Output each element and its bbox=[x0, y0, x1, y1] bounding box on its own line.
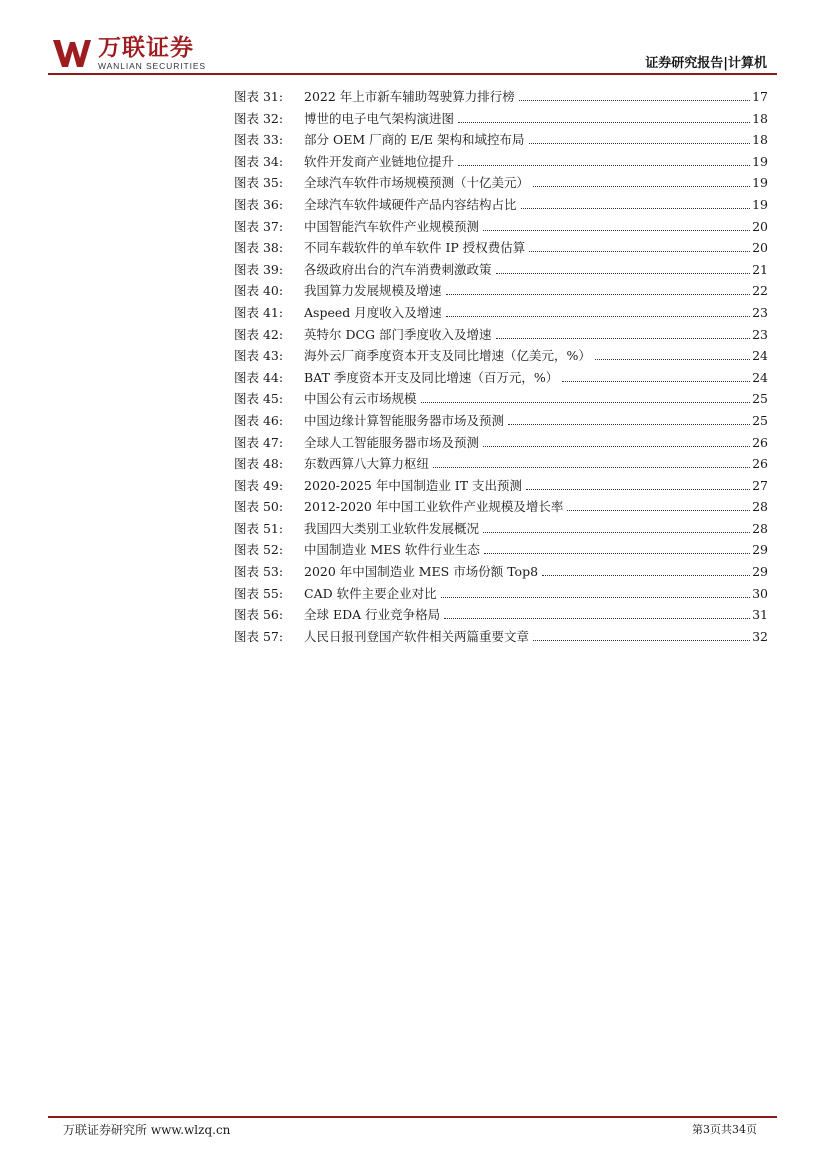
toc-figure-number: 图表 51: bbox=[234, 520, 284, 536]
toc-figure-title: 东数西算八大算力枢纽 bbox=[304, 456, 430, 472]
toc-leader-dots bbox=[483, 446, 750, 447]
toc-entry[interactable] bbox=[234, 475, 768, 497]
toc-figure-title: 中国边缘计算智能服务器市场及预测 bbox=[304, 412, 505, 428]
toc-page-number: 29 bbox=[752, 564, 768, 580]
toc-entry[interactable] bbox=[234, 216, 768, 238]
toc-figure-number: 图表 44: bbox=[234, 369, 284, 385]
toc-leader-dots bbox=[533, 186, 750, 187]
toc-figure-title: 我国四大类别工业软件发展概况 bbox=[304, 520, 480, 536]
toc-leader-dots bbox=[529, 143, 751, 144]
toc-figure-title: 海外云厂商季度资本开支及同比增速（亿美元，%） bbox=[304, 348, 591, 364]
page-number: 第3页共34页 bbox=[692, 1123, 757, 1136]
toc-figure-title: 全球汽车软件域硬件产品内容结构占比 bbox=[304, 196, 517, 212]
toc-figure-title: 全球人工智能服务器市场及预测 bbox=[304, 434, 480, 450]
toc-page-number: 27 bbox=[752, 477, 768, 493]
toc-page-number: 19 bbox=[752, 196, 768, 212]
toc-entry[interactable] bbox=[234, 280, 768, 302]
toc-figure-number: 图表 38: bbox=[234, 240, 284, 256]
toc-leader-dots bbox=[519, 100, 750, 101]
logo-chinese-name: 万联证券 bbox=[98, 35, 194, 61]
toc-entry[interactable] bbox=[234, 388, 768, 410]
toc-figure-number: 图表 39: bbox=[234, 261, 284, 277]
toc-entry[interactable] bbox=[234, 518, 768, 540]
toc-leader-dots bbox=[562, 381, 750, 382]
toc-figure-number: 图表 50: bbox=[234, 499, 284, 515]
toc-leader-dots bbox=[496, 338, 751, 339]
toc-figure-number: 图表 34: bbox=[234, 153, 284, 169]
toc-figure-number: 图表 33: bbox=[234, 132, 284, 148]
toc-figure-number: 图表 36: bbox=[234, 196, 284, 212]
toc-figure-number: 图表 32: bbox=[234, 110, 284, 126]
toc-figure-title: 2020 年中国制造业 MES 市场份额 Top8 bbox=[304, 564, 539, 580]
toc-figure-number: 图表 56: bbox=[234, 607, 284, 623]
footer-divider bbox=[48, 1116, 777, 1118]
toc-entry[interactable] bbox=[234, 496, 768, 518]
toc-page-number: 20 bbox=[752, 240, 768, 256]
toc-figure-number: 图表 55: bbox=[234, 585, 284, 601]
toc-page-number: 21 bbox=[752, 261, 768, 277]
toc-figure-title: 2020-2025 年中国制造业 IT 支出预测 bbox=[304, 477, 523, 493]
toc-page-number: 19 bbox=[752, 153, 768, 169]
toc-figure-title: Aspeed 月度收入及增速 bbox=[304, 304, 442, 320]
toc-figure-title: CAD 软件主要企业对比 bbox=[304, 585, 437, 601]
toc-page-number: 29 bbox=[752, 542, 768, 558]
toc-page-number: 31 bbox=[752, 607, 768, 623]
toc-page-number: 23 bbox=[752, 326, 768, 342]
toc-page-number: 20 bbox=[752, 218, 768, 234]
toc-figure-number: 图表 47: bbox=[234, 434, 284, 450]
report-category: 证券研究报告|计算机 bbox=[645, 56, 767, 71]
toc-figure-number: 图表 40: bbox=[234, 283, 284, 299]
toc-entry[interactable] bbox=[234, 194, 768, 216]
toc-entry[interactable] bbox=[234, 626, 768, 648]
toc-entry[interactable] bbox=[234, 151, 768, 173]
toc-leader-dots bbox=[458, 122, 750, 123]
toc-leader-dots bbox=[444, 618, 750, 619]
toc-figure-title: 2022 年上市新车辅助驾驶算力排行榜 bbox=[304, 89, 515, 104]
toc-leader-dots bbox=[595, 359, 750, 360]
toc-entry[interactable] bbox=[234, 129, 768, 151]
page-header bbox=[0, 0, 827, 80]
toc-page-number: 26 bbox=[752, 434, 768, 450]
toc-page-number: 28 bbox=[752, 520, 768, 536]
toc-page-number: 26 bbox=[752, 456, 768, 472]
toc-entry[interactable] bbox=[234, 583, 768, 605]
toc-page-number: 28 bbox=[752, 499, 768, 515]
toc-leader-dots bbox=[441, 597, 751, 598]
toc-page-number: 24 bbox=[752, 369, 768, 385]
toc-leader-dots bbox=[496, 273, 751, 274]
toc-page-number: 19 bbox=[752, 175, 768, 191]
toc-entry[interactable] bbox=[234, 108, 768, 130]
toc-entry[interactable] bbox=[234, 86, 768, 108]
toc-entry[interactable] bbox=[234, 604, 768, 626]
toc-figure-title: 中国公有云市场规模 bbox=[304, 391, 417, 407]
toc-page-number: 18 bbox=[752, 132, 768, 148]
toc-figure-title: 我国算力发展规模及增速 bbox=[304, 283, 442, 299]
toc-page-number: 22 bbox=[752, 283, 768, 299]
toc-page-number: 17 bbox=[752, 89, 768, 104]
toc-page-number: 24 bbox=[752, 348, 768, 364]
company-logo bbox=[52, 36, 206, 72]
footer-institute: 万联证券研究所 www.wlzq.cn bbox=[63, 1123, 231, 1137]
toc-leader-dots bbox=[483, 532, 750, 533]
toc-leader-dots bbox=[529, 251, 750, 252]
toc-figure-title: 各级政府出台的汽车消费刺激政策 bbox=[304, 261, 492, 277]
toc-entry[interactable] bbox=[234, 539, 768, 561]
toc-page-number: 25 bbox=[752, 391, 768, 407]
toc-figure-title: 全球汽车软件市场规模预测（十亿美元） bbox=[304, 175, 530, 191]
toc-entry[interactable] bbox=[234, 259, 768, 281]
toc-figure-number: 图表 42: bbox=[234, 326, 284, 342]
toc-leader-dots bbox=[533, 640, 750, 641]
toc-leader-dots bbox=[508, 424, 750, 425]
toc-figure-number: 图表 31: bbox=[234, 89, 284, 104]
toc-figure-number: 图表 45: bbox=[234, 391, 284, 407]
toc-figure-title: 中国制造业 MES 软件行业生态 bbox=[304, 542, 480, 558]
toc-page-number: 32 bbox=[752, 628, 768, 644]
wanlian-logo-icon bbox=[52, 36, 92, 70]
toc-figure-number: 图表 35: bbox=[234, 175, 284, 191]
toc-page-number: 25 bbox=[752, 412, 768, 428]
toc-entry[interactable] bbox=[234, 302, 768, 324]
toc-entry[interactable] bbox=[234, 561, 768, 583]
toc-leader-dots bbox=[542, 575, 750, 576]
toc-leader-dots bbox=[421, 402, 751, 403]
toc-figure-title: 博世的电子电气架构演进图 bbox=[304, 110, 455, 126]
toc-figure-number: 图表 48: bbox=[234, 456, 284, 472]
toc-figure-title: 不同车载软件的单车软件 IP 授权费估算 bbox=[304, 240, 526, 256]
toc-figure-title: 部分 OEM 厂商的 E/E 架构和域控布局 bbox=[304, 132, 525, 148]
toc-page-number: 23 bbox=[752, 304, 768, 320]
toc-entry[interactable] bbox=[234, 172, 768, 194]
toc-figure-number: 图表 43: bbox=[234, 348, 284, 364]
toc-figure-title: 全球 EDA 行业竞争格局 bbox=[304, 607, 441, 623]
toc-figure-number: 图表 41: bbox=[234, 304, 284, 320]
toc-entry[interactable] bbox=[234, 367, 768, 389]
toc-figure-title: 2012-2020 年中国工业软件产业规模及增长率 bbox=[304, 499, 564, 515]
toc-figure-number: 图表 49: bbox=[234, 477, 284, 493]
toc-figure-title: 英特尔 DCG 部门季度收入及增速 bbox=[304, 326, 492, 342]
toc-leader-dots bbox=[484, 553, 750, 554]
toc-leader-dots bbox=[433, 467, 750, 468]
toc-leader-dots bbox=[521, 208, 751, 209]
toc-figure-number: 图表 46: bbox=[234, 412, 284, 428]
toc-entry[interactable] bbox=[234, 432, 768, 454]
toc-page-number: 30 bbox=[752, 585, 768, 601]
toc-page-number: 18 bbox=[752, 110, 768, 126]
figure-index-list bbox=[234, 86, 768, 647]
toc-figure-title: 人民日报刊登国产软件相关两篇重要文章 bbox=[304, 628, 530, 644]
toc-entry[interactable] bbox=[234, 237, 768, 259]
toc-leader-dots bbox=[446, 316, 750, 317]
toc-leader-dots bbox=[483, 230, 750, 231]
toc-leader-dots bbox=[446, 294, 751, 295]
toc-entry[interactable] bbox=[234, 410, 768, 432]
toc-leader-dots bbox=[526, 489, 750, 490]
toc-figure-number: 图表 52: bbox=[234, 542, 284, 558]
toc-entry[interactable] bbox=[234, 324, 768, 346]
toc-figure-title: BAT 季度资本开支及同比增速（百万元，%） bbox=[304, 369, 559, 385]
toc-entry[interactable] bbox=[234, 345, 768, 367]
toc-leader-dots bbox=[458, 165, 750, 166]
toc-entry[interactable] bbox=[234, 453, 768, 475]
toc-leader-dots bbox=[567, 510, 750, 511]
toc-figure-number: 图表 53: bbox=[234, 564, 284, 580]
toc-figure-title: 软件开发商产业链地位提升 bbox=[304, 153, 455, 169]
header-divider bbox=[48, 73, 777, 75]
toc-figure-number: 图表 57: bbox=[234, 628, 284, 644]
toc-figure-title: 中国智能汽车软件产业规模预测 bbox=[304, 218, 480, 234]
logo-english-name: WANLIAN SECURITIES bbox=[98, 61, 206, 71]
toc-figure-number: 图表 37: bbox=[234, 218, 284, 234]
